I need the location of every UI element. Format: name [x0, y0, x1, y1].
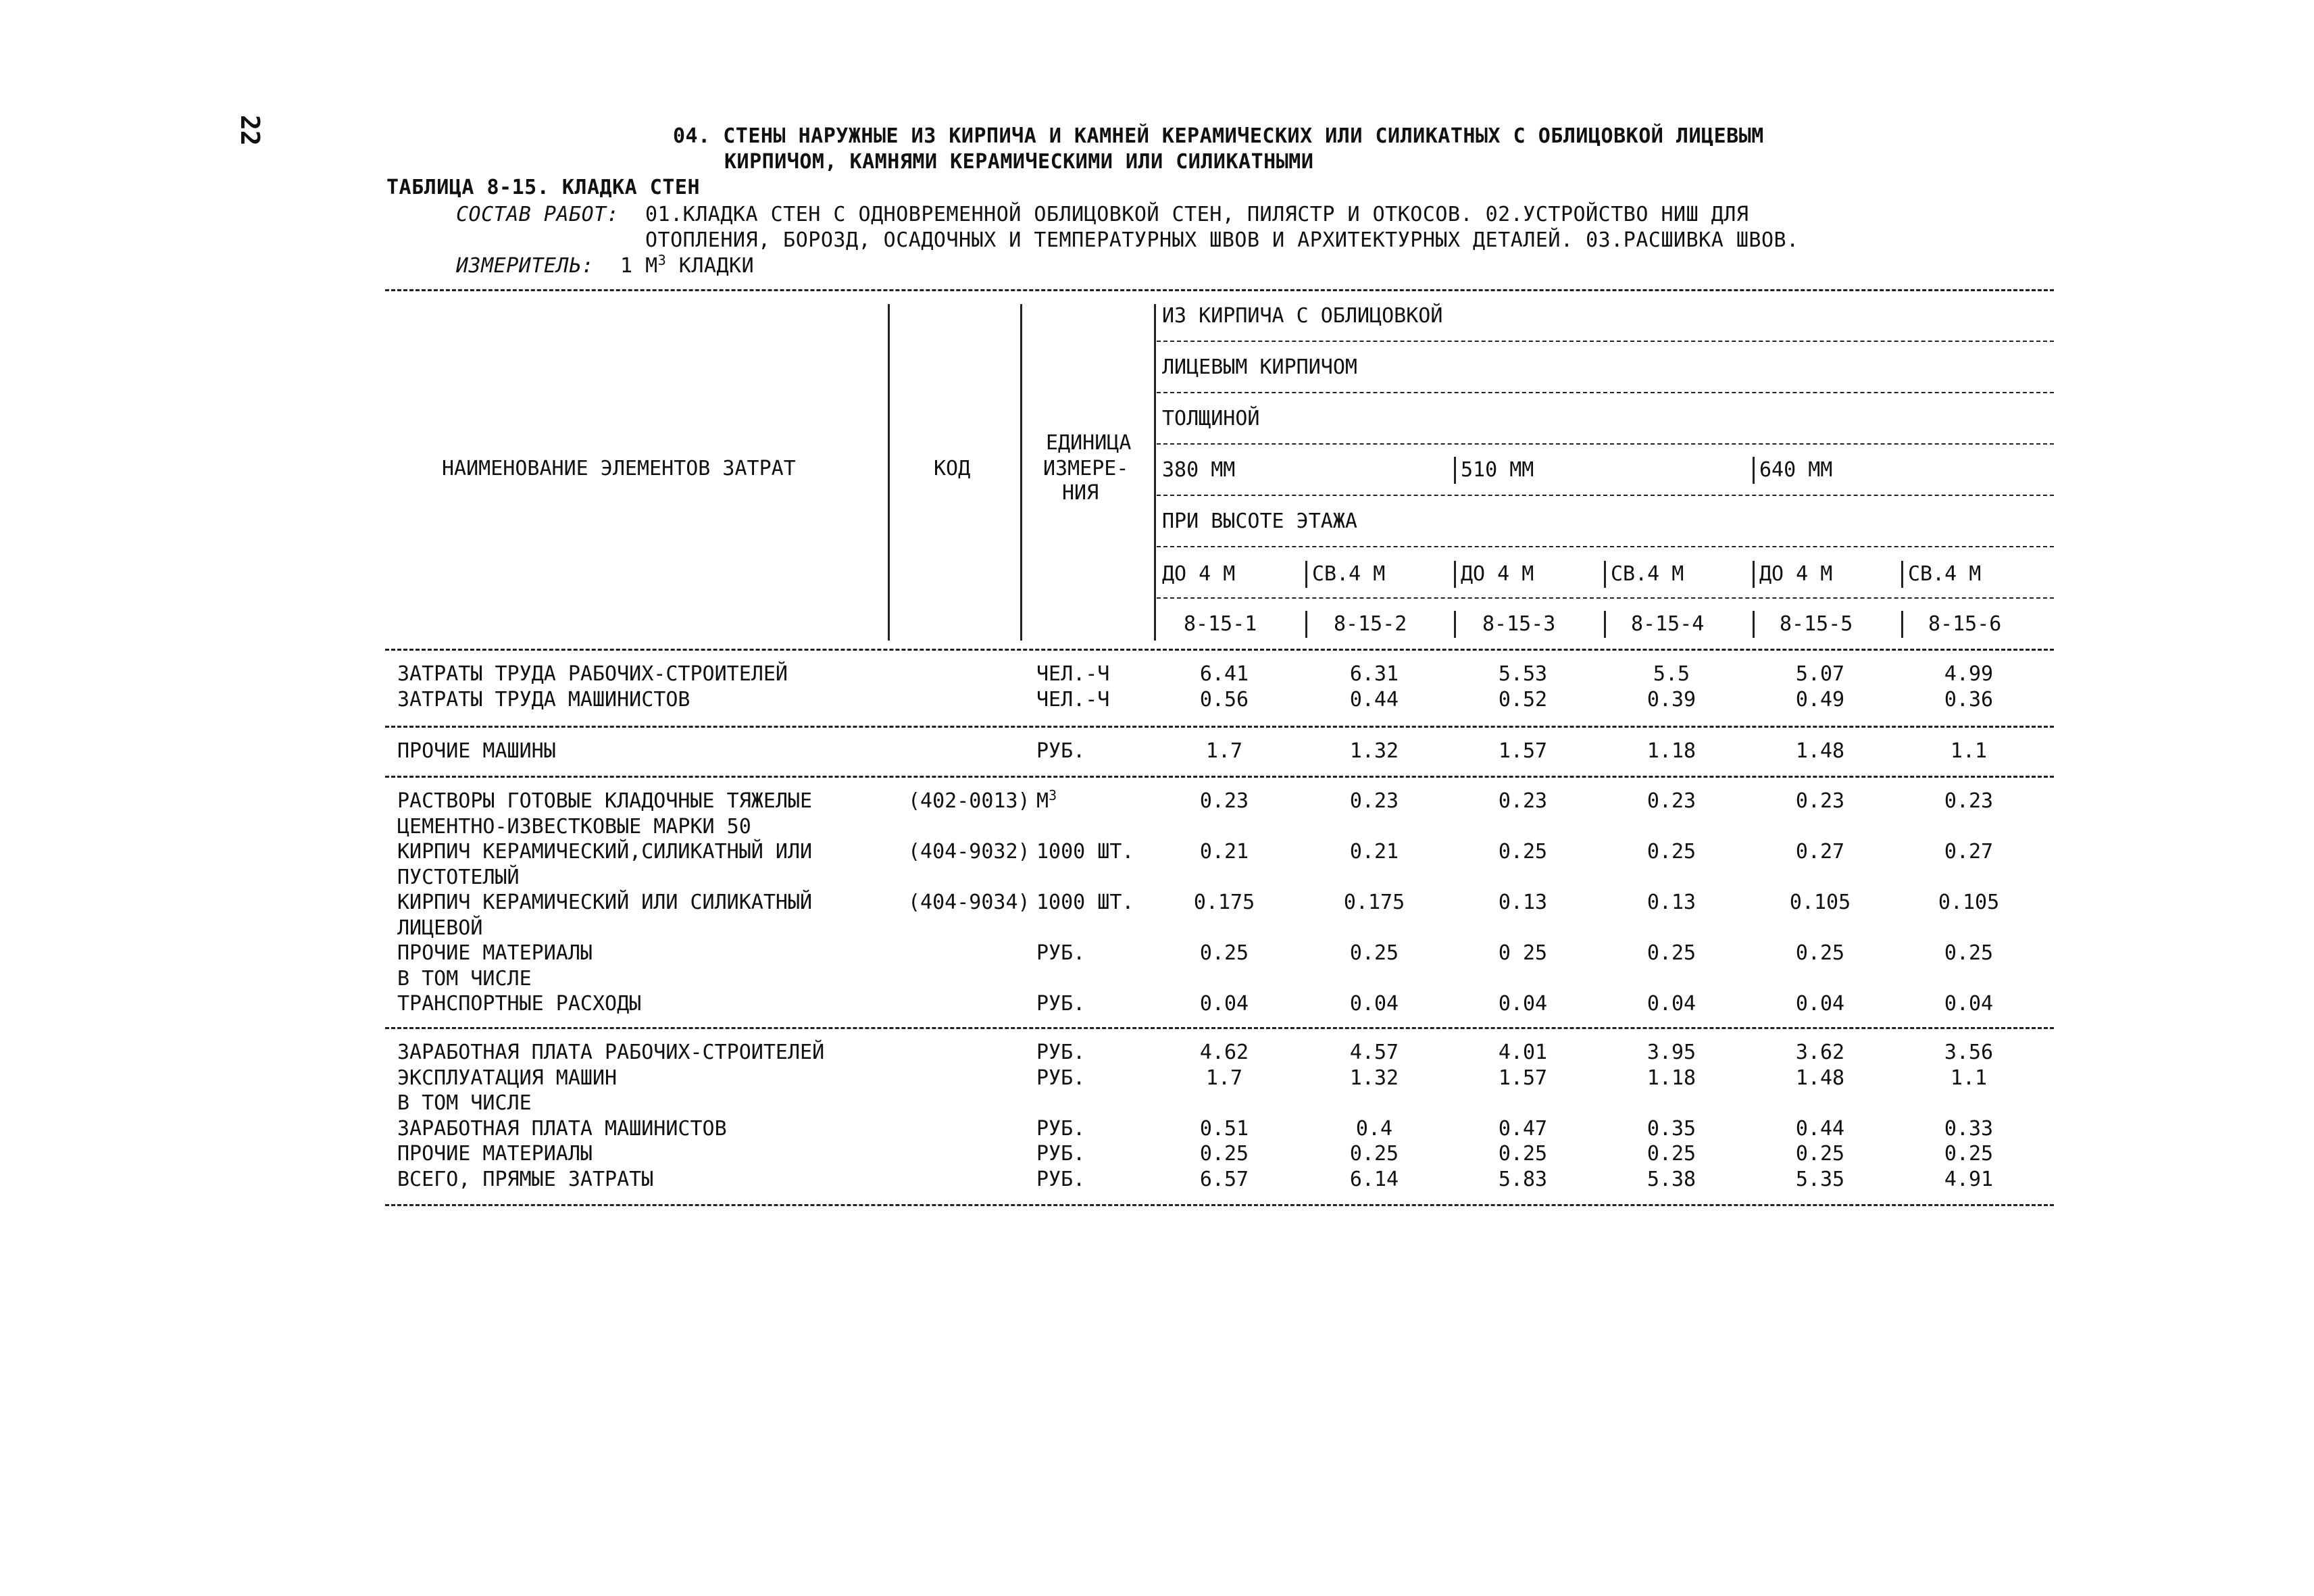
- row-value: 1.32: [1349, 1066, 1399, 1090]
- row-value: 0.52: [1498, 687, 1548, 712]
- header-code-4: 8-15-4: [1631, 612, 1705, 636]
- header-height-5: ДО 4 М: [1759, 562, 1833, 586]
- header-code-5: 8-15-5: [1780, 612, 1853, 636]
- header-h-sep-3: [1604, 561, 1606, 588]
- row-value: 5.38: [1646, 1167, 1696, 1191]
- row-name: В ТОМ ЧИСЛЕ: [397, 966, 532, 991]
- measure-pre: 1 М: [620, 254, 658, 278]
- header-c-sep-2: [1454, 611, 1456, 638]
- header-c-sep-1: [1305, 611, 1307, 638]
- header-thick-sep-2: [1753, 457, 1755, 484]
- measure-label: [456, 254, 594, 278]
- row-value: 0.04: [1199, 992, 1249, 1016]
- row-value: 0.13: [1498, 891, 1548, 914]
- row-value: 0.175: [1343, 891, 1405, 914]
- section-title-line2: КИРПИЧОМ, КАМНЯМИ КЕРАМИЧЕСКИМИ ИЛИ СИЛИКАТНЫМИ: [724, 150, 1314, 174]
- group2-rule: [385, 776, 2054, 778]
- header-col-name: НАИМЕНОВАНИЕ ЭЛЕМЕНТОВ ЗАТРАТ: [442, 457, 796, 480]
- row-value: 0.25: [1349, 1142, 1399, 1166]
- row-unit: РУБ.: [1036, 1041, 1086, 1064]
- header-thickness-510: 510 ММ: [1461, 458, 1534, 482]
- header-thickness-380: 380 ММ: [1162, 458, 1236, 482]
- row-value: 1.48: [1795, 1066, 1845, 1090]
- row-unit-sup: 3: [1049, 787, 1057, 803]
- row-value: 3.62: [1795, 1041, 1845, 1064]
- row-value: 4.01: [1498, 1041, 1548, 1064]
- row-value: 5.83: [1498, 1167, 1548, 1191]
- header-col-unit-1: ЕДИНИЦА: [1046, 431, 1132, 455]
- row-name: КИРПИЧ КЕРАМИЧЕСКИЙ,СИЛИКАТНЫЙ ИЛИ: [397, 840, 813, 864]
- row-value: 0.4: [1355, 1116, 1393, 1141]
- row-value: 0.25: [1199, 941, 1249, 965]
- header-thickness-640: 640 ММ: [1759, 458, 1833, 482]
- row-value: 0.49: [1795, 687, 1845, 712]
- row-unit: РУБ.: [1036, 992, 1086, 1016]
- row-value: 3.56: [1944, 1041, 1994, 1064]
- row-value: 6.14: [1349, 1167, 1399, 1191]
- row-value: 0.25: [1795, 1142, 1845, 1166]
- measure-post: КЛАДКИ: [666, 254, 755, 278]
- row-value: 0.04: [1646, 992, 1696, 1016]
- work-composition-label: [456, 203, 619, 226]
- row-name: ПУСТОТЕЛЫЙ: [397, 865, 520, 889]
- row-value: 1.57: [1498, 739, 1548, 763]
- row-unit: РУБ.: [1036, 1167, 1086, 1191]
- row-name: РАСТВОРЫ ГОТОВЫЕ КЛАДОЧНЫЕ ТЯЖЕЛЫЕ: [397, 789, 813, 813]
- table-top-rule: [385, 289, 2054, 291]
- page-number: 22: [235, 115, 265, 146]
- row-value: 0.47: [1498, 1116, 1548, 1141]
- header-sep-unit-values: [1154, 304, 1156, 641]
- row-value: 0.105: [1789, 891, 1851, 914]
- header-c-sep-4: [1753, 611, 1755, 638]
- row-value: 0.105: [1938, 891, 2000, 914]
- row-value: 4.62: [1199, 1041, 1249, 1064]
- header-code-6: 8-15-6: [1928, 612, 2002, 636]
- row-value: 6.57: [1199, 1167, 1249, 1191]
- header-subrule-4: [1157, 495, 2054, 496]
- row-name: КИРПИЧ КЕРАМИЧЕСКИЙ ИЛИ СИЛИКАТНЫЙ: [397, 891, 813, 914]
- row-value: 1.18: [1646, 739, 1696, 763]
- row-value: 0.23: [1944, 789, 1994, 813]
- row-value: 4.57: [1349, 1041, 1399, 1064]
- row-value: 0.25: [1498, 840, 1548, 864]
- header-code-2: 8-15-2: [1334, 612, 1407, 636]
- row-name: ЗАРАБОТНАЯ ПЛАТА МАШИНИСТОВ: [397, 1116, 727, 1141]
- row-resource-code: (404-9032): [908, 840, 1030, 864]
- section-title-line1: 04. СТЕНЫ НАРУЖНЫЕ ИЗ КИРПИЧА И КАМНЕЙ КЕРАМИЧЕСКИХ ИЛИ СИЛИКАТНЫХ С ОБЛИЦОВКОЙ ЛИЦЕВЫМ: [673, 124, 1764, 148]
- row-value: 0.27: [1944, 840, 1994, 864]
- row-value: 6.31: [1349, 662, 1399, 686]
- row-value: 0.23: [1646, 789, 1696, 813]
- row-value: 1.57: [1498, 1066, 1548, 1090]
- row-value: 0.23: [1349, 789, 1399, 813]
- header-subrule-1: [1157, 341, 2054, 342]
- header-height-4: СВ.4 М: [1611, 562, 1684, 586]
- row-unit: ЧЕЛ.-Ч: [1036, 662, 1110, 686]
- row-value: 1.32: [1349, 739, 1399, 763]
- row-value: 0.44: [1795, 1116, 1845, 1141]
- header-col-unit-2: ИЗМЕРЕ-: [1043, 457, 1129, 480]
- header-subrule-3: [1157, 443, 2054, 445]
- row-unit: РУБ.: [1036, 1066, 1086, 1090]
- header-sep-name-code: [888, 304, 890, 641]
- row-value: 1.7: [1205, 1066, 1243, 1090]
- row-value: 0.25: [1795, 941, 1845, 965]
- header-h-sep-4: [1753, 561, 1755, 588]
- row-value: 0.35: [1646, 1116, 1696, 1141]
- header-col-code: КОД: [934, 457, 971, 480]
- row-resource-code: (402-0013): [908, 789, 1030, 813]
- group3-rule: [385, 1027, 2054, 1029]
- row-value: 0.25: [1646, 1142, 1696, 1166]
- table-title: ТАБЛИЦА 8-15. КЛАДКА СТЕН: [386, 176, 701, 199]
- row-unit: РУБ.: [1036, 1142, 1086, 1166]
- header-height-3: ДО 4 М: [1461, 562, 1534, 586]
- header-c-sep-5: [1901, 611, 1903, 638]
- header-thick-sep-1: [1454, 457, 1456, 484]
- header-subrule-6: [1157, 597, 2054, 599]
- row-value: 0.25: [1498, 1142, 1548, 1166]
- row-value: 0.39: [1646, 687, 1696, 712]
- row-value: 1.7: [1205, 739, 1243, 763]
- header-height-6: СВ.4 М: [1908, 562, 1982, 586]
- row-value: 0.25: [1646, 941, 1696, 965]
- row-value: 0.36: [1944, 687, 1994, 712]
- row-value: 0.04: [1944, 992, 1994, 1016]
- row-name: В ТОМ ЧИСЛЕ: [397, 1091, 532, 1115]
- row-name: ПРОЧИЕ МАТЕРИАЛЫ: [397, 941, 593, 965]
- row-value: 0.51: [1199, 1116, 1249, 1141]
- row-value: 0.04: [1795, 992, 1845, 1016]
- header-subrule-5: [1157, 546, 2054, 547]
- row-value: 0.25: [1944, 1142, 1994, 1166]
- header-height-2: СВ.4 М: [1312, 562, 1386, 586]
- group1-rule: [385, 726, 2054, 728]
- row-value: 5.53: [1498, 662, 1548, 686]
- row-value: 0.44: [1349, 687, 1399, 712]
- header-bottom-rule: [385, 649, 2054, 651]
- row-value: 0.25: [1944, 941, 1994, 965]
- row-value: 0.04: [1498, 992, 1548, 1016]
- row-value: 1.18: [1646, 1066, 1696, 1090]
- row-name: ЗАТРАТЫ ТРУДА МАШИНИСТОВ: [397, 687, 690, 712]
- row-name: ВСЕГО, ПРЯМЫЕ ЗАТРАТЫ: [397, 1167, 654, 1191]
- row-unit: РУБ.: [1036, 1116, 1086, 1141]
- header-subrule-2: [1157, 392, 2054, 393]
- row-value: 0.25: [1646, 840, 1696, 864]
- row-name: ЗАТРАТЫ ТРУДА РАБОЧИХ-СТРОИТЕЛЕЙ: [397, 662, 788, 686]
- row-resource-code: (404-9034): [908, 891, 1030, 914]
- row-name: ЭКСПЛУАТАЦИЯ МАШИН: [397, 1066, 618, 1090]
- header-row-material: ИЗ КИРПИЧА С ОБЛИЦОВКОЙ: [1162, 304, 1443, 328]
- header-h-sep-1: [1305, 561, 1307, 588]
- table-bottom-rule: [385, 1204, 2054, 1206]
- row-unit: 1000 ШТ.: [1036, 891, 1134, 914]
- measure-label-text: ИЗМЕРИТЕЛЬ:: [456, 254, 595, 278]
- work-label-text: СОСТАВ РАБОТ:: [456, 203, 620, 226]
- row-value: 4.91: [1944, 1167, 1994, 1191]
- work-composition-line2: ОТОПЛЕНИЯ, БОРОЗД, ОСАДОЧНЫХ И ТЕМПЕРАТУРНЫХ ШВОВ И АРХИТЕКТУРНЫХ ДЕТАЛЕЙ. 03.РАСШИВКА ШВОВ.: [645, 228, 1799, 252]
- row-value: 0.23: [1199, 789, 1249, 813]
- row-value: 5.07: [1795, 662, 1845, 686]
- row-name: ТРАНСПОРТНЫЕ РАСХОДЫ: [397, 992, 642, 1016]
- row-unit: $М^3$: [1036, 787, 1057, 813]
- row-value: 0 25: [1498, 941, 1548, 965]
- row-name: ПРОЧИЕ МАТЕРИАЛЫ: [397, 1142, 593, 1166]
- row-value: 1.48: [1795, 739, 1845, 763]
- row-value: 0.23: [1498, 789, 1548, 813]
- row-value: 5.5: [1653, 662, 1690, 686]
- work-composition-line1: 01.КЛАДКА СТЕН С ОДНОВРЕМЕННОЙ ОБЛИЦОВКОЙ СТЕН, ПИЛЯСТР И ОТКОСОВ. 02.УСТРОЙСТВО НИШ ДЛЯ: [645, 203, 1749, 226]
- header-code-1: 8-15-1: [1184, 612, 1257, 636]
- row-value: 0.21: [1199, 840, 1249, 864]
- row-unit: ЧЕЛ.-Ч: [1036, 687, 1110, 712]
- row-name: ПРОЧИЕ МАШИНЫ: [397, 739, 556, 763]
- row-name: ЗАРАБОТНАЯ ПЛАТА РАБОЧИХ-СТРОИТЕЛЕЙ: [397, 1041, 825, 1064]
- header-sep-code-unit: [1020, 304, 1022, 641]
- row-unit: РУБ.: [1036, 739, 1086, 763]
- row-value: 0.175: [1193, 891, 1255, 914]
- row-unit: 1000 ШТ.: [1036, 840, 1134, 864]
- row-value: 0.27: [1795, 840, 1845, 864]
- header-code-3: 8-15-3: [1482, 612, 1556, 636]
- header-c-sep-3: [1604, 611, 1606, 638]
- row-value: 0.04: [1349, 992, 1399, 1016]
- header-row-facing: ЛИЦЕВЫМ КИРПИЧОМ: [1162, 355, 1357, 379]
- row-value: 0.33: [1944, 1116, 1994, 1141]
- row-value: 0.23: [1795, 789, 1845, 813]
- row-value: 0.25: [1349, 941, 1399, 965]
- row-value: 5.35: [1795, 1167, 1845, 1191]
- row-unit: РУБ.: [1036, 941, 1086, 965]
- row-value: 6.41: [1199, 662, 1249, 686]
- row-value: 0.13: [1646, 891, 1696, 914]
- row-value: 0.21: [1349, 840, 1399, 864]
- row-value: 1.1: [1950, 739, 1988, 763]
- row-value: 0.56: [1199, 687, 1249, 712]
- header-col-unit-3: НИЯ: [1062, 481, 1099, 505]
- row-value: 3.95: [1646, 1041, 1696, 1064]
- row-name: ЦЕМЕНТНО-ИЗВЕСТКОВЫЕ МАРКИ 50: [397, 814, 751, 839]
- header-h-sep-5: [1901, 561, 1903, 588]
- row-value: 0.25: [1199, 1142, 1249, 1166]
- measure-sup: 3: [657, 252, 667, 268]
- row-value: 1.1: [1950, 1066, 1988, 1090]
- row-value: 4.99: [1944, 662, 1994, 686]
- header-row-floor-height: ПРИ ВЫСОТЕ ЭТАЖА: [1162, 509, 1357, 533]
- header-height-1: ДО 4 М: [1162, 562, 1236, 586]
- measure-value: [620, 254, 754, 278]
- header-h-sep-2: [1454, 561, 1456, 588]
- row-name: ЛИЦЕВОЙ: [397, 916, 483, 940]
- header-row-thickness: ТОЛЩИНОЙ: [1162, 407, 1260, 430]
